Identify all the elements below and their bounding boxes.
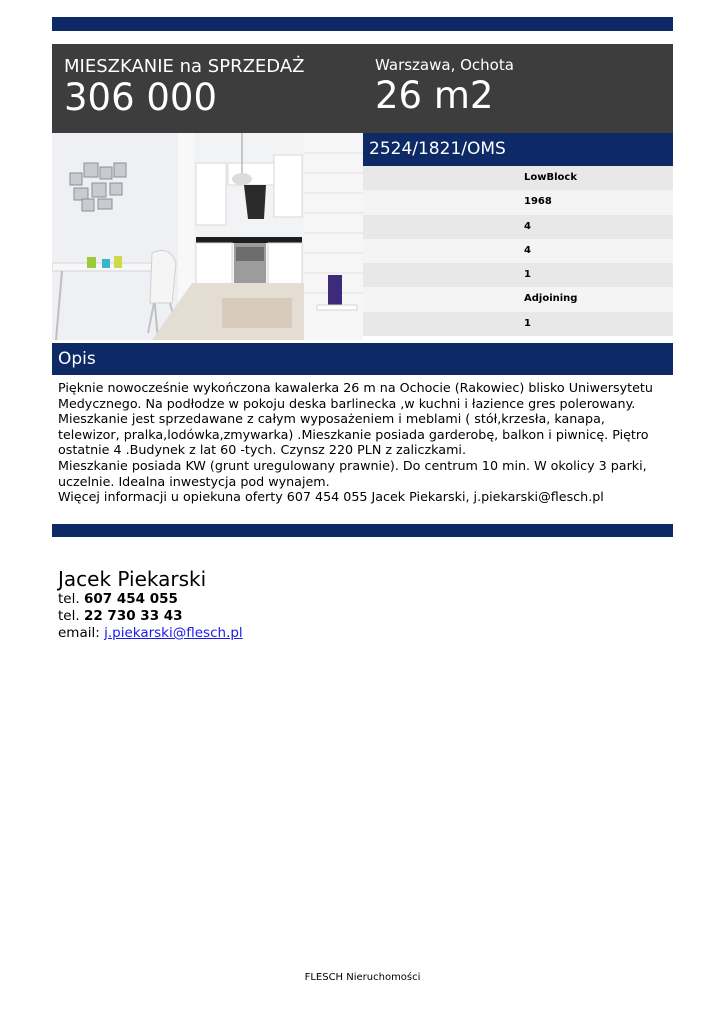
tel-label: tel.	[58, 591, 84, 607]
listing-header	[52, 44, 673, 133]
specs-table	[363, 166, 673, 336]
spec-row: LowBlock	[363, 166, 673, 190]
description-paragraph: Więcej informacji u opiekuna oferty 607 454 055 Jacek Piekarski, j.piekarski@flesch.pl	[58, 489, 604, 505]
agent-contact	[58, 567, 243, 642]
email-line	[58, 625, 243, 642]
listing-location: Warszawa, Ochota	[375, 56, 514, 74]
listing-type: MIESZKANIE na SPRZEDAŻ	[64, 56, 305, 77]
phone-line-1	[58, 591, 243, 608]
phone-number: 22 730 33 43	[83, 608, 183, 624]
description-paragraph: Pięknie nowocześnie wykończona kawalerka 26 m na Ochocie (Rakowiec) blisko Uniwersytetu Medycznego. Na podłodze w pokoju deska barlinecka ,w kuchni i łazience gres polerowany. Mieszkanie jest sprzedawane z całym wyposażeniem i meblami ( stół,krzesła, kanapa, telewizor, pralka,lodówka,zmywarka) .Mieszkanie posiada garderobę, balkon i piwnicę. Piętro ostatnie 4 .Budynek z lat 60 -tych. Czynsz 220 PLN z zaliczkami.	[58, 380, 653, 458]
spec-row: Adjoining	[363, 287, 673, 311]
footer-company: FLESCH Nieruchomości	[304, 972, 421, 983]
apartment-photo	[52, 133, 363, 340]
section-divider-bar	[52, 524, 673, 537]
spec-row: 4	[363, 239, 673, 263]
spec-row: 1	[363, 312, 673, 336]
email-label: email:	[58, 625, 105, 641]
email-link[interactable]: j.piekarski@flesch.pl	[104, 625, 243, 641]
agent-name: Jacek Piekarski	[58, 567, 207, 591]
spec-row: 4	[363, 215, 673, 239]
listing-area: 26 m2	[375, 74, 494, 117]
spec-row: 1	[363, 263, 673, 287]
spec-row: 1968	[363, 190, 673, 214]
phone-line-2	[58, 608, 243, 625]
offer-reference: 2524/1821/OMS	[363, 133, 673, 166]
description-heading: Opis	[52, 343, 673, 375]
description-text	[58, 380, 663, 505]
tel-label: tel.	[58, 608, 84, 624]
listing-price: 306 000	[64, 76, 218, 119]
phone-number: 607 454 055	[83, 591, 178, 607]
top-accent-bar	[52, 17, 673, 31]
description-paragraph: Mieszkanie posiada KW (grunt uregulowany prawnie). Do centrum 10 min. W okolicy 3 parki, uczelnie. Idealna inwestycja pod wynajem.	[58, 457, 647, 489]
